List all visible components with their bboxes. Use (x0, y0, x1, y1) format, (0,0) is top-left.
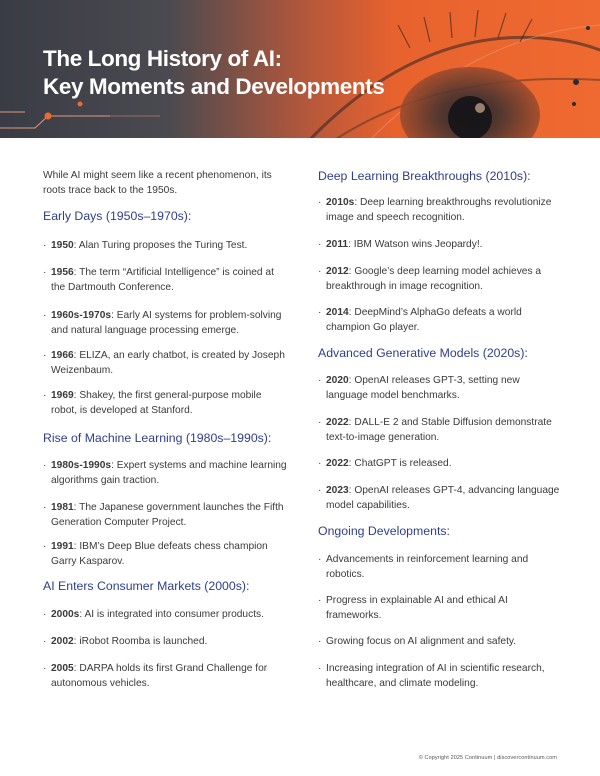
title-line-1: The Long History of AI: (43, 46, 282, 71)
list-item: · 1956: The term “Artificial Intelligence” is coined at the Dartmouth Conference. (43, 265, 288, 295)
list-item: · 2022: DALL-E 2 and Stable Diffusion demonstrate text-to-image generation. (318, 415, 563, 445)
section-title-ongoing: Ongoing Developments: (318, 524, 450, 538)
section-title-generative-models: Advanced Generative Models (2020s): (318, 346, 528, 360)
list-item: · Advancements in reinforcement learning and robotics. (318, 552, 563, 582)
hero-banner (0, 0, 600, 138)
list-item: · 1966: ELIZA, an early chatbot, is created by Joseph Weizenbaum. (43, 348, 288, 378)
list-item: · 2005: DARPA holds its first Grand Challenge for autonomous vehicles. (43, 661, 288, 691)
list-item: · Increasing integration of AI in scientific research, healthcare, and climate modeling. (318, 661, 563, 691)
section-title-consumer-markets: AI Enters Consumer Markets (2000s): (43, 579, 250, 593)
footer-copyright: © Copyright 2025 Continuum | discovercontinuum.com (418, 755, 557, 761)
list-item: · 2011: IBM Watson wins Jeopardy!. (318, 237, 563, 252)
list-item: · 2012: Google’s deep learning model achieves a breakthrough in image recognition. (318, 264, 563, 294)
section-title-early-days: Early Days (1950s–1970s): (43, 209, 192, 223)
list-item: · 1969: Shakey, the first general-purpose mobile robot, is developed at Stanford. (43, 388, 288, 418)
intro-paragraph: While AI might seem like a recent phenomenon, its roots trace back to the 1950s. (43, 170, 272, 196)
page-title (43, 45, 384, 101)
list-item: · 2023: OpenAI releases GPT-4, advancing language model capabilities. (318, 483, 563, 513)
list-item: · 2002: iRobot Roomba is launched. (43, 634, 288, 649)
list-item: · 2014: DeepMind’s AlphaGo defeats a world champion Go player. (318, 305, 563, 335)
list-item: · 1991: IBM’s Deep Blue defeats chess champion Garry Kasparov. (43, 539, 288, 569)
list-item: · 1960s-1970s: Early AI systems for problem-solving and natural language processing emerge. (43, 308, 288, 338)
list-item: · 2020: OpenAI releases GPT-3, setting new language model benchmarks. (318, 373, 563, 403)
list-item: · 1950: Alan Turing proposes the Turing Test. (43, 238, 288, 253)
title-line-2: Key Moments and Developments (43, 74, 385, 99)
list-item: · Growing focus on AI alignment and safety. (318, 634, 563, 649)
section-title-deep-learning: Deep Learning Breakthroughs (2010s): (318, 169, 531, 183)
list-item: · 2022: ChatGPT is released. (318, 456, 563, 471)
list-item: · 2010s: Deep learning breakthroughs revolutionize image and speech recognition. (318, 195, 563, 225)
section-title-machine-learning: Rise of Machine Learning (1980s–1990s): (43, 431, 272, 445)
list-item: · 2000s: AI is integrated into consumer products. (43, 607, 288, 622)
list-item: · Progress in explainable AI and ethical AI frameworks. (318, 593, 563, 623)
list-item: · 1980s-1990s: Expert systems and machine learning algorithms gain traction. (43, 458, 288, 488)
list-item: · 1981: The Japanese government launches the Fifth Generation Computer Project. (43, 500, 288, 530)
